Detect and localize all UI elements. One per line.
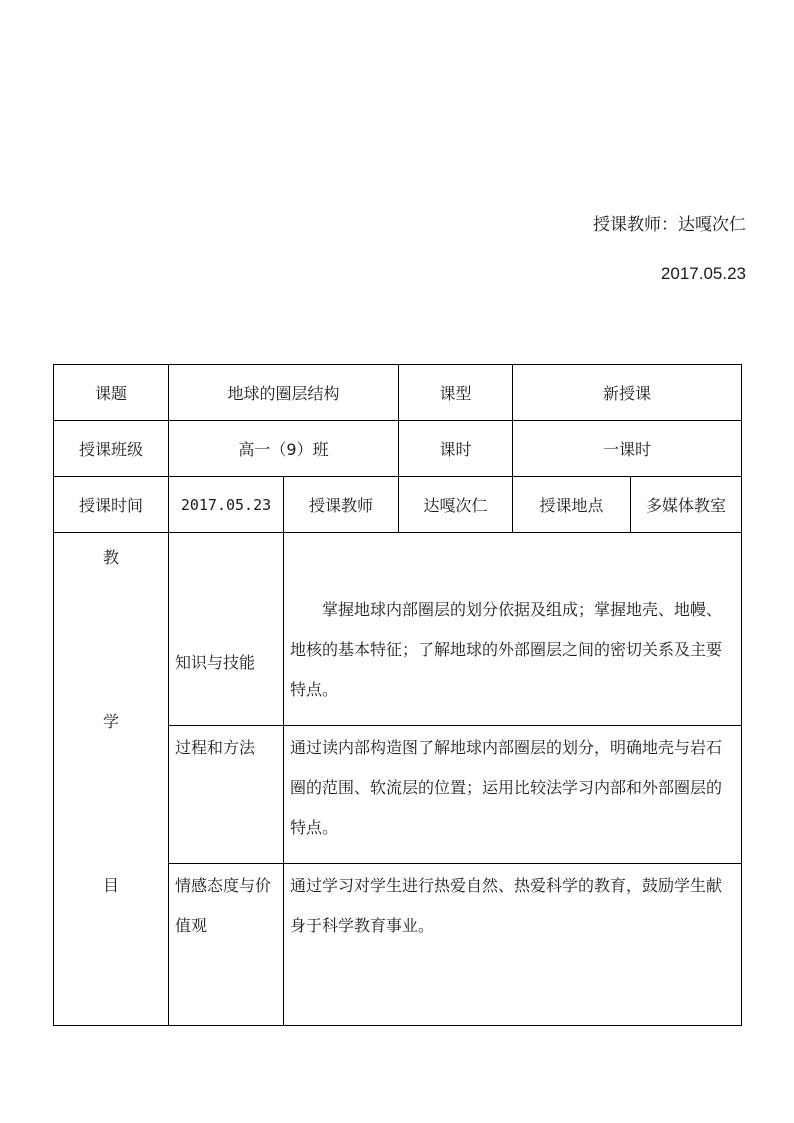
objective-label: 过程和方法	[169, 726, 284, 864]
lesson-plan-table	[53, 364, 742, 1026]
objective-label: 知识与技能	[169, 533, 284, 726]
topic-label: 课题	[54, 365, 169, 421]
time-label: 授课时间	[54, 477, 169, 533]
table-row	[54, 365, 742, 421]
objective-text: 通过读内部构造图了解地球内部圈层的划分，明确地壳与岩石圈的范围、软流层的位置；运用比较法学习内部和外部圈层的特点。	[284, 726, 742, 864]
period-value: 一课时	[513, 421, 742, 477]
topic-value: 地球的圈层结构	[169, 365, 399, 421]
table-row	[54, 421, 742, 477]
class-label: 授课班级	[54, 421, 169, 477]
table-row	[54, 533, 742, 726]
objectives-title-char: 目	[102, 876, 119, 895]
time-value: 2017.05.23	[169, 477, 284, 533]
date-header: 2017.05.23	[660, 264, 746, 283]
period-label: 课时	[399, 421, 513, 477]
teacher-label: 授课教师	[284, 477, 399, 533]
objective-text: 掌握地球内部圈层的划分依据及组成；掌握地壳、地幔、地核的基本特征；了解地球的外部圈层之间的密切关系及主要特点。	[284, 533, 742, 726]
objective-text: 通过学习对学生进行热爱自然、热爱科学的教育，鼓励学生献身于科学教育事业。	[284, 864, 742, 1026]
objectives-title	[54, 533, 169, 1026]
objectives-title-char: 教	[102, 548, 119, 567]
type-value: 新授课	[513, 365, 742, 421]
class-value: 高一（9）班	[169, 421, 399, 477]
objectives-title-char: 学	[102, 712, 119, 731]
objective-label: 情感态度与价值观	[169, 864, 284, 1026]
table-row	[54, 477, 742, 533]
place-value: 多媒体教室	[631, 477, 742, 533]
teacher-value: 达嘎次仁	[399, 477, 513, 533]
teacher-header: 授课教师：达嘎次仁	[593, 215, 746, 235]
place-label: 授课地点	[513, 477, 631, 533]
type-label: 课型	[399, 365, 513, 421]
